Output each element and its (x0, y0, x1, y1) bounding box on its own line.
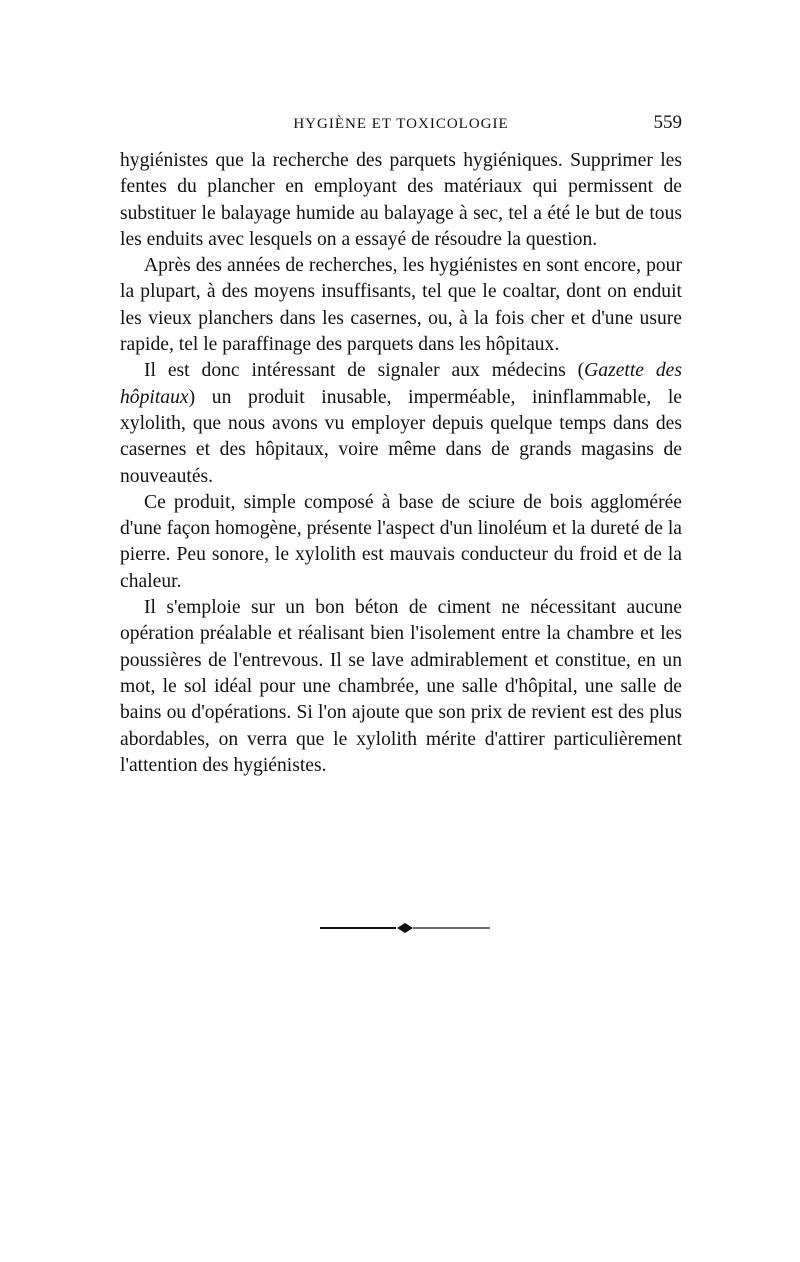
paragraph-4: Ce produit, simple composé à base de sciure de bois agglomérée d'une façon homogène, présente l'aspect d'un linoléum et la dureté de la pierre. Peu sonore, le xylolith est mauvais conducteur du froid et de la chaleur. (120, 491, 682, 592)
paragraph-1: hygiénistes que la recherche des parquets hygiéniques. Supprimer les fentes du plancher en employant des matériaux qui permissent de substituer le balayage humide au balayage à sec, tel a été le but de tous les enduits avec lesquels on a essayé de résoudre la question. (120, 150, 682, 250)
page-number: 559 (653, 112, 682, 133)
diamond-rule-icon (320, 920, 490, 936)
paragraph-3-lead: Il est donc intéressant de signaler aux médecins ( (144, 360, 585, 382)
journal-title: Gazette des hôpitaux (120, 360, 682, 408)
paragraph-2: Après des années de recherches, les hygiénistes en sont encore, pour la plupart, à des moyens insuffisants, tel que le coaltar, dont on enduit les vieux planchers dans les casernes, ou, à la fois cher et d'une usure rapide, tel le paraffinage des parquets dans les hôpitaux. (120, 255, 682, 356)
article-body (120, 148, 682, 779)
ornament-diamond (397, 923, 413, 933)
running-title: HYGIÈNE ET TOXICOLOGIE (293, 116, 509, 132)
paragraph-5: Il s'emploie sur un bon béton de ciment ne nécessitant aucune opération préalable et réalisant bien l'isolement entre la chambre et les poussières de l'entrevous. Il se lave admirablement et constitue, en un mot, le sol idéal pour une chambrée, une salle d'hôpital, une salle de bains ou d'opérations. Si l'on ajoute que son prix de revient est des plus abordables, on verra que le xylolith mérite d'attirer particulièrement l'attention des hygiénistes. (120, 597, 682, 776)
page-header (120, 112, 682, 140)
paragraph-3 (120, 358, 682, 489)
paragraph-3-rest: ) un produit inusable, imperméable, ininflammable, le xylolith, que nous avons vu employer depuis quelque temps dans des casernes et des hôpitaux, voire même dans de grands magasins de nouveautés. (120, 386, 682, 487)
